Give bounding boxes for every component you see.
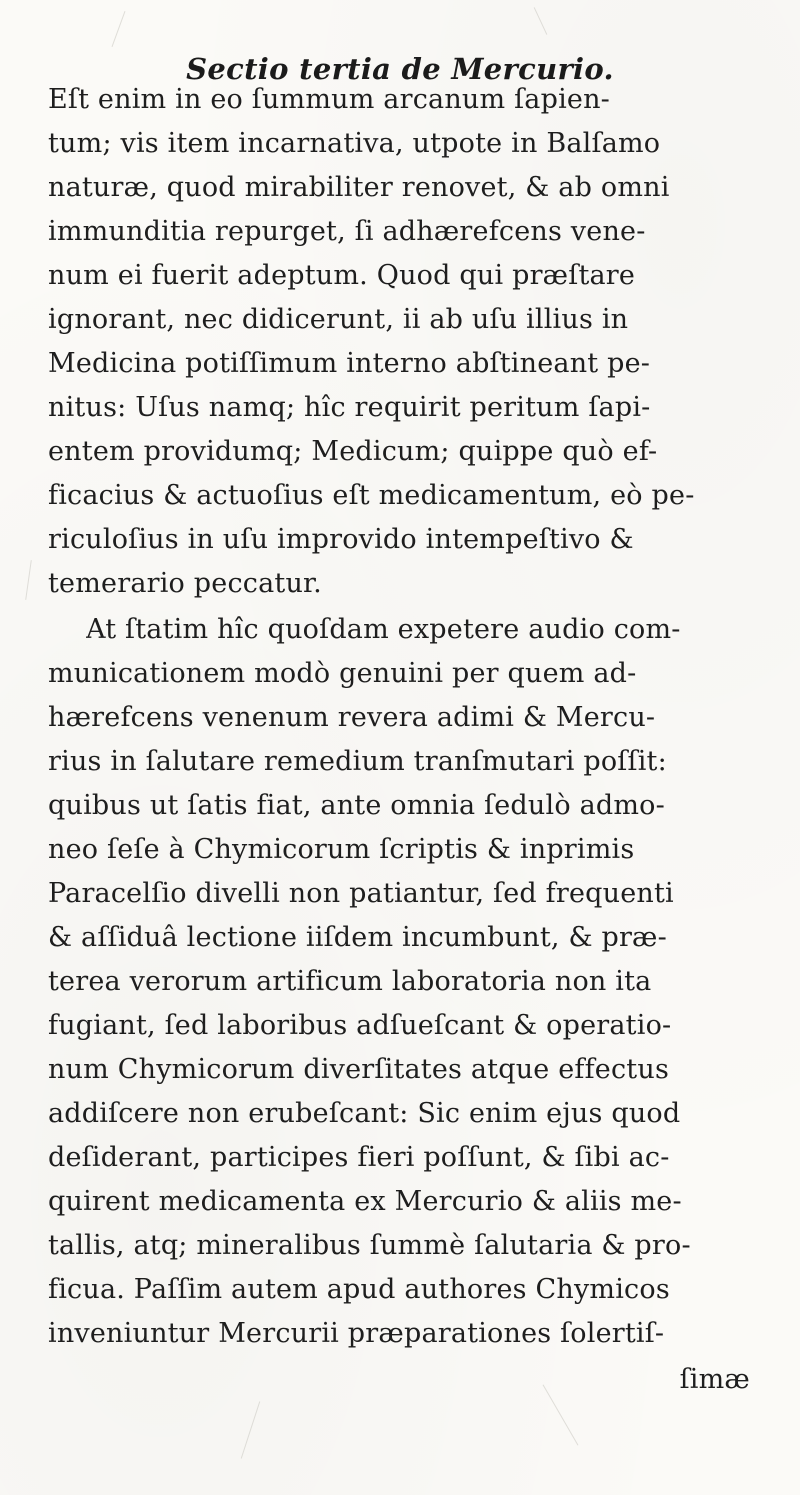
paper-scratch xyxy=(543,1384,579,1445)
text-line: naturæ, quod mirabiliter renovet, & ab omni xyxy=(48,172,670,203)
text-line: riculoſius in uſu improvido intempeſtivo & xyxy=(48,524,634,555)
text-line: & aſſiduâ lectione iiſdem incumbunt, & præ- xyxy=(48,922,667,953)
text-line: deſiderant, participes fieri poſſunt, & ſibi ac- xyxy=(48,1142,670,1173)
text-line: ignorant, nec didicerunt, ii ab uſu illius in xyxy=(48,304,629,335)
text-line: temerario peccatur. xyxy=(48,568,322,599)
text-line: quirent medicamenta ex Mercurio & aliis me- xyxy=(48,1186,682,1217)
text-line: terea verorum artificum laboratoria non ita xyxy=(48,966,652,997)
text-line: inveniuntur Mercurii præparationes ſolertiſ- xyxy=(48,1318,665,1349)
text-line: num ei fuerit adeptum. Quod qui præſtare xyxy=(48,260,636,291)
text-line: quibus ut ſatis fiat, ante omnia ſedulò admo- xyxy=(48,790,665,821)
text-line: tum; vis item incarnativa, utpote in Balſamo xyxy=(48,128,661,159)
text-line: num Chymicorum diverſitates atque effectus xyxy=(48,1054,670,1085)
paper-scratch xyxy=(25,560,32,600)
text-line: nitus: Uſus namq; hîc requirit peritum ſapi- xyxy=(48,392,651,423)
text-line: municationem modò genuini per quem ad- xyxy=(48,658,637,689)
paper-scratch xyxy=(241,1401,260,1458)
paper-scratch xyxy=(112,11,126,47)
text-line: Paracelſio divelli non patiantur, ſed frequenti xyxy=(48,878,674,909)
text-line: ficacius & actuoſius eſt medicamentum, eò pe- xyxy=(48,480,695,511)
text-line: fugiant, ſed laboribus adſueſcant & operatio- xyxy=(48,1010,672,1041)
running-title: Sectio tertia de Mercurio. xyxy=(186,52,614,86)
text-line: At ſtatim hîc quoſdam expetere audio com- xyxy=(86,614,681,645)
paper-scratch xyxy=(534,7,548,35)
text-line: rius in ſalutare remedium tranſmutari poſſit: xyxy=(48,746,667,777)
text-line: immunditia repurget, ſi adhærefcens vene- xyxy=(48,216,646,247)
catchword: ſimæ xyxy=(679,1364,750,1395)
text-line: tallis, atq; mineralibus ſummè ſalutaria & pro- xyxy=(48,1230,691,1261)
text-line: ficua. Paſſim autem apud authores Chymicos xyxy=(48,1274,670,1305)
text-line: Medicina potiſſimum interno abſtineant pe- xyxy=(48,348,651,379)
text-line: neo ſeſe à Chymicorum ſcriptis & inprimis xyxy=(48,834,635,865)
text-line: entem providumq; Medicum; quippe quò ef- xyxy=(48,436,658,467)
text-line: hærefcens venenum revera adimi & Mercu- xyxy=(48,702,656,733)
text-line: Eſt enim in eo ſummum arcanum ſapien- xyxy=(48,84,610,115)
text-line: addiſcere non erubeſcant: Sic enim ejus quod xyxy=(48,1098,681,1129)
